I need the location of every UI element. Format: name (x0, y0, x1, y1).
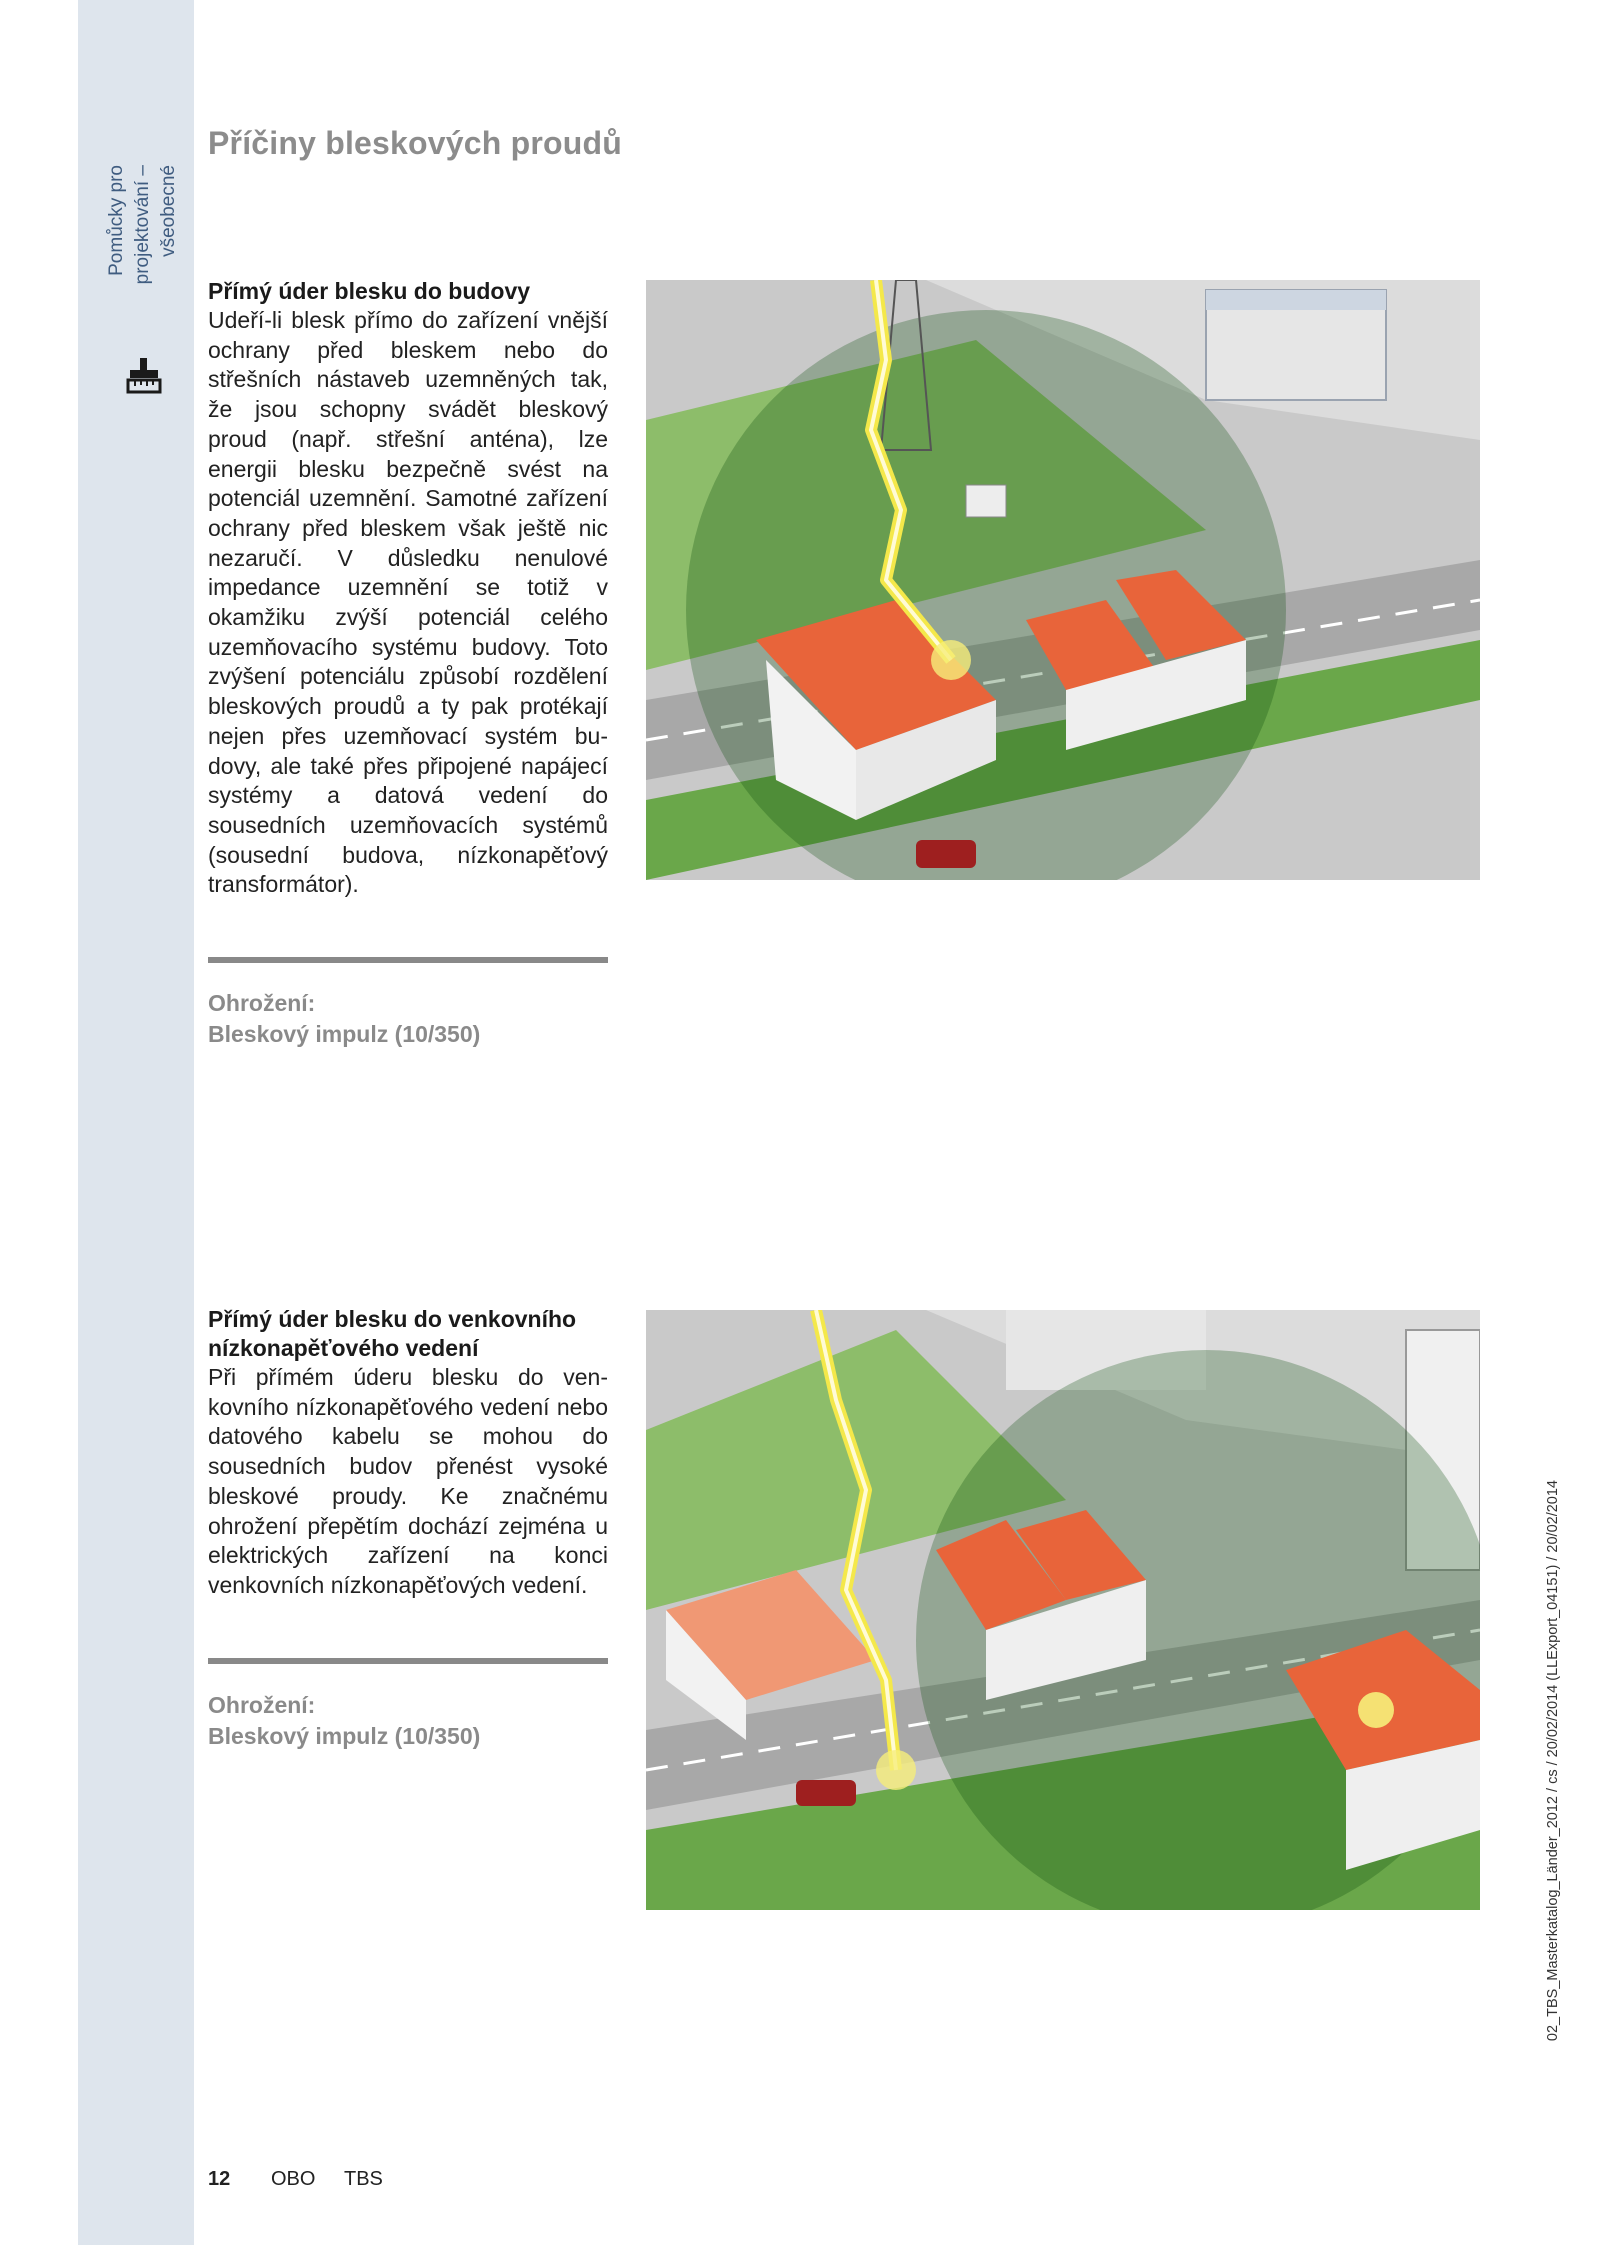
divider (208, 1658, 608, 1664)
vertical-meta-text: 02_TBS_Masterkatalog_Länder_2012 / cs / 20/02/2014 (LLExport_04151) / 20/02/2014 (1545, 1480, 1561, 2042)
tools-icon (126, 356, 162, 396)
divider (208, 957, 608, 963)
threat-value: Bleskový impulz (10/350) (208, 1723, 481, 1749)
section-heading: Přímý úder blesku do budovy (208, 278, 531, 304)
footer-brand: OBO (271, 2168, 316, 2190)
threat-value: Bleskový impulz (10/350) (208, 1021, 481, 1047)
threat-block (208, 1690, 608, 1752)
section-body: Udeří-li blesk přímo do zařízení vnější ochrany před bleskem nebo do střešních nástaveb uzemněných tak, že jsou schopny svádět bleskový proud (např. střešní anténa), lze energii blesku bezpečně svést na potenciál uzemnění. Samotné zařízení ochrany před bleskem však ještě nic nezaručí. V důsledku nenulové impedance uzemnění se totiž v okamžiku zvýší potenciál celého uzemňovacího systému budovy. Toto zvýšení potenciálu způsobí rozdělení bleskových proudů a ty pak protékají nejen přes uzemňovací systém budovy, ale také přes připojené napájecí systémy a datová vedení do sousedních uzemňovacích systémů (sousední budova, nízkonapěťový transformátor). (208, 307, 608, 898)
threat-block (208, 988, 608, 1050)
section-building-strike (208, 277, 608, 900)
sidebar (78, 0, 194, 2245)
section-body: Při přímém úderu blesku do venkovního nízkonapěťového vedení nebo datového kabelu se mohou do sousedních budov přenést vysoké bleskové proudy. Ke značnému ohrožení přepětím dochází zejména u elektrických zařízení na konci venkovních nízkonapěťových vedení. (208, 1364, 608, 1598)
vertical-document-meta (1538, 1480, 1568, 2060)
section-heading: Přímý úder blesku do venkovního nízkonapěťového vedení (208, 1306, 577, 1361)
threat-label: Ohrožení: (208, 990, 316, 1016)
footer-product: TBS (344, 2168, 383, 2190)
lightning-strike-overhead-line-illustration (646, 1310, 1480, 1910)
section-overhead-line-strike (208, 1305, 608, 1601)
page-number: 12 (208, 2168, 231, 2190)
sidebar-label-line-1: Pomůcky pro (106, 165, 127, 276)
sidebar-label-line-2: projektování – (132, 165, 153, 285)
page-title: Příčiny bleskových proudů (208, 125, 622, 161)
lightning-strike-building-illustration (646, 280, 1480, 880)
sidebar-section-label (104, 165, 224, 305)
threat-label: Ohrožení: (208, 1692, 316, 1718)
sidebar-label-line-3: všeobecné (158, 165, 179, 257)
